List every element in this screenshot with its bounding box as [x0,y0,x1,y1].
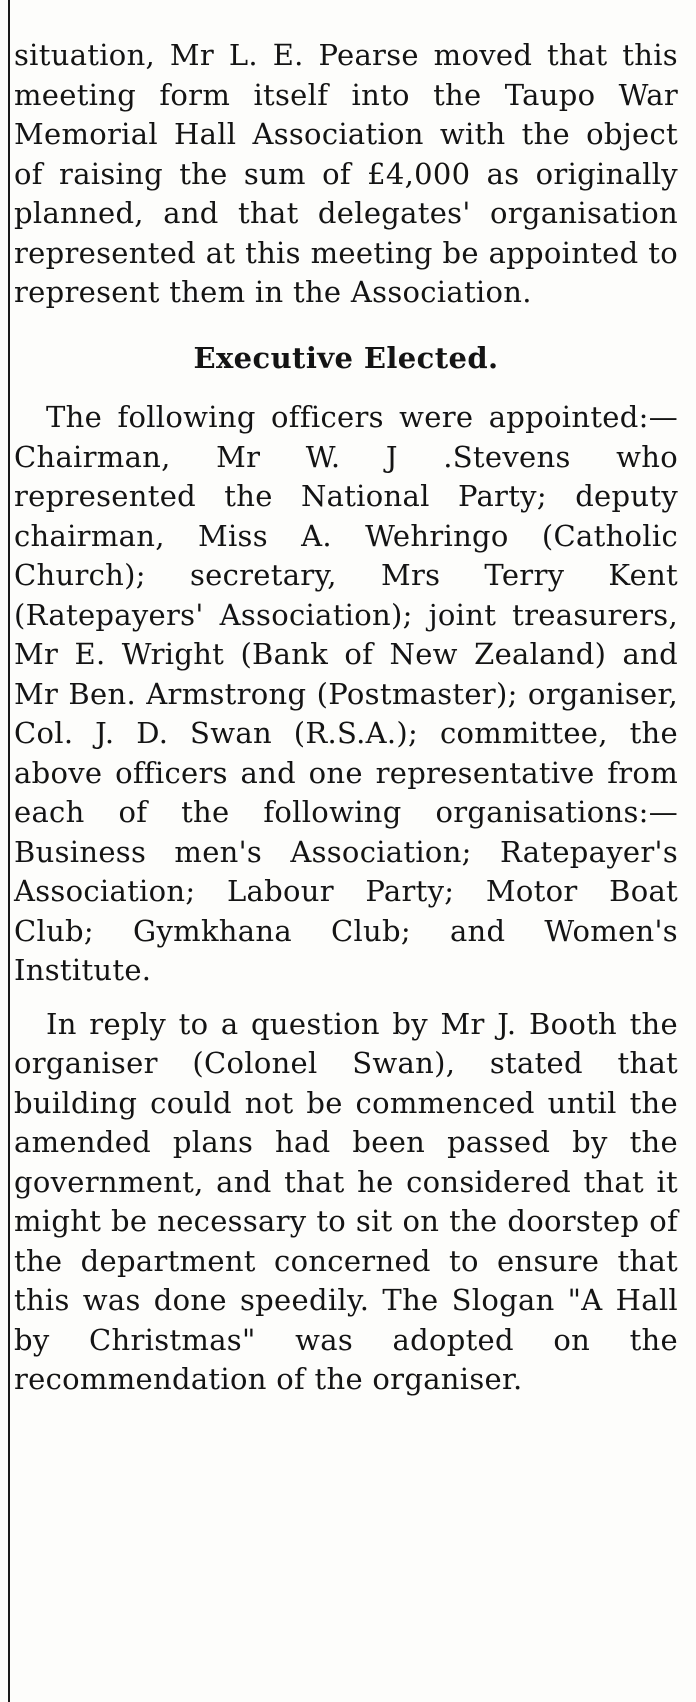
article-column [14,36,678,1400]
section-heading: Executive Elected. [193,340,499,375]
article-paragraph-3: In reply to a question by Mr J. Booth the organiser (Colonel Swan), stated that building could not be commenced until the amended plans had been passed by the government, and that he considered that it might be necessary to sit on the doorstep of the department concerned to ensure that this was done speedily. The Slogan "A Hall by Christmas" was adopted on the recommendation of the organiser. [14,1006,678,1396]
article-paragraph-1: situation, Mr L. E. Pearse moved that this meeting form itself into the Taupo War Memorial Hall Association with the object of raising the sum of £4,000 as originally planned, and that delegates' organisation represented at this meeting be appointed to represent them in the Association. [14,38,678,309]
article-paragraph-2: The following officers were appointed:— Chairman, Mr W. J .Stevens who represented the National Party; deputy chairman, Miss A. Wehringo (Catholic Church); secretary, Mrs Terry Kent (Ratepayers' Association); joint treasurers, Mr E. Wright (Bank of New Zealand) and Mr Ben. Armstrong (Postmaster); organiser, Col. J. D. Swan (R.S.A.); committee, the above officers and one representative from each of the following organisations:—Business men's Association; Ratepayer's Association; Labour Party; Motor Boat Club; Gymkhana Club; and Women's Institute. [14,400,678,987]
column-rule [8,0,10,1702]
